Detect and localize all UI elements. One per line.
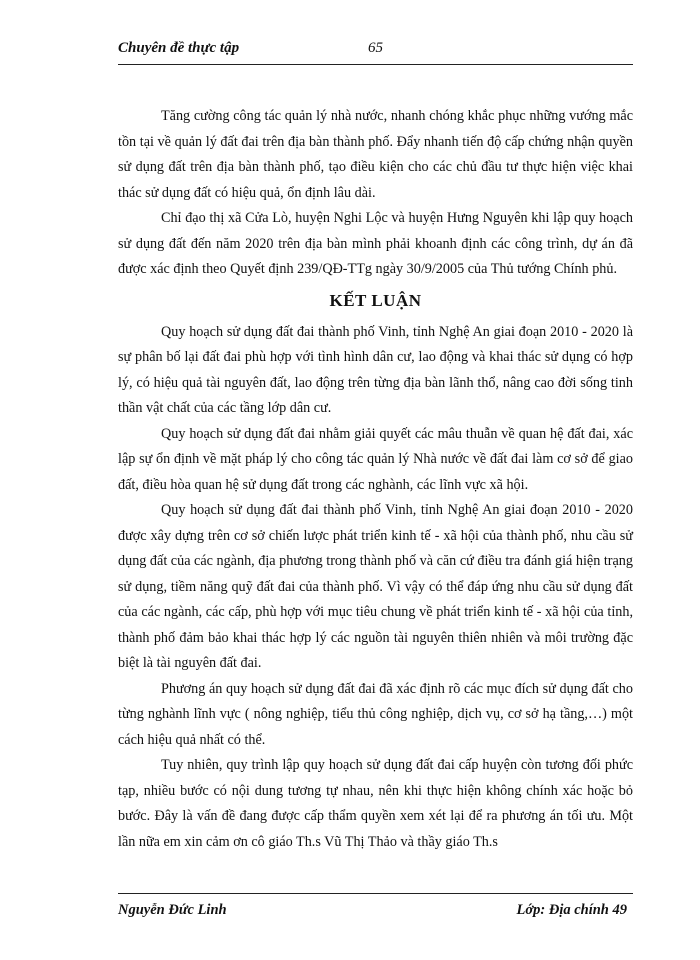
paragraph: Chỉ đạo thị xã Cửa Lò, huyện Nghi Lộc và huyện Hưng Nguyên khi lập quy hoạch sử dụng đất đến năm 2020 trên địa bàn mình phải khoanh định các công trình, dự án đã được xác định theo Quyết định 239/QĐ-TTg ngày 30/9/2005 của Thủ tướng Chính phủ. [118,210,633,277]
paragraph: Quy hoạch sử dụng đất đai nhằm giải quyết các mâu thuẫn về quan hệ đất đai, xác lập sự ổn định về mặt pháp lý cho công tác quản lý Nhà nước về đất đai làm cơ sở để giao đất, điều hòa quan hệ sử dụng đất trong các nghành, các lĩnh vực xã hội. [118,425,633,493]
paragraph: Phương án quy hoạch sử dụng đất đai đã xác định rõ các mục đích sử dụng đất cho từng nghành lĩnh vực ( nông nghiệp, tiểu thủ công nghiệp, dịch vụ, cơ sở hạ tầng,…) một cách hiệu quả nhất có thể. [118,680,633,748]
footer-author: Nguyễn Đức Linh [118,902,227,918]
page-header [118,40,633,66]
footer-divider [118,893,633,894]
paragraph: Tăng cường công tác quản lý nhà nước, nhanh chóng khắc phục những vướng mắc tồn tại về quản lý đất đai trên địa bàn thành phố. Đẩy nhanh tiến độ cấp chứng nhận quyền sử dụng đất trên địa bàn thành phố, tạo điều kiện cho các chủ đầu tư thực hiện việc khai thác sử dụng đất có hiệu quả, ổn định lâu dài. [118,108,633,201]
header-title: Chuyên đề thực tập [118,40,240,56]
page-footer [118,893,633,923]
paragraph: Tuy nhiên, quy trình lập quy hoạch sử dụng đất đai cấp huyện còn tương đối phức tạp, nhiều bước có nội dung tương tự nhau, nên khi thực hiện không chính xác hoặc bỏ bước. Đây là vấn đề đang được cấp thẩm quyền xem xét lại để ra phương án tối ưu. Một lần nữa em xin cảm ơn cô giáo Th.s Vũ Thị Thảo và thầy giáo Th.s [118,757,633,850]
document-body [118,104,633,855]
footer-class: Lớp: Địa chính 49 [516,902,627,918]
header-divider [118,64,633,65]
paragraph: Quy hoạch sử dụng đất đai thành phố Vinh, tỉnh Nghệ An giai đoạn 2010 - 2020 là sự phân bố lại đất đai phù hợp với tình hình dân cư, lao động và khai thác sử dụng có hợp lý, có hiệu quả tài nguyên đất, lao động trên từng địa bàn lãnh thổ, nâng cao đời sống tinh thần vật chất của các tầng lớp dân cư. [118,323,633,416]
section-heading: KẾT LUẬN [329,290,422,310]
page-number: 65 [368,40,383,56]
paragraph: Quy hoạch sử dụng đất đai thành phố Vinh, tỉnh Nghệ An giai đoạn 2010 - 2020 được xây dựng trên cơ sở chiến lược phát triển kinh tế - xã hội của thành phố, nhu cầu sử dụng đất của các ngành, địa phương trong thành phố và căn cứ điều tra đánh giá hiện trạng sử dụng, tiềm năng quỹ đất đai của thành phố. Vì vậy có thể đáp ứng nhu cầu sử dụng đất của các ngành, các cấp, phù hợp với mục tiêu chung về phát triển kinh tế - xã hội của tỉnh, thành phố đảm bảo khai thác hợp lý các nguồn tài nguyên thiên nhiên và môi trường đặc biệt là tài nguyên đất đai. [118,502,633,671]
